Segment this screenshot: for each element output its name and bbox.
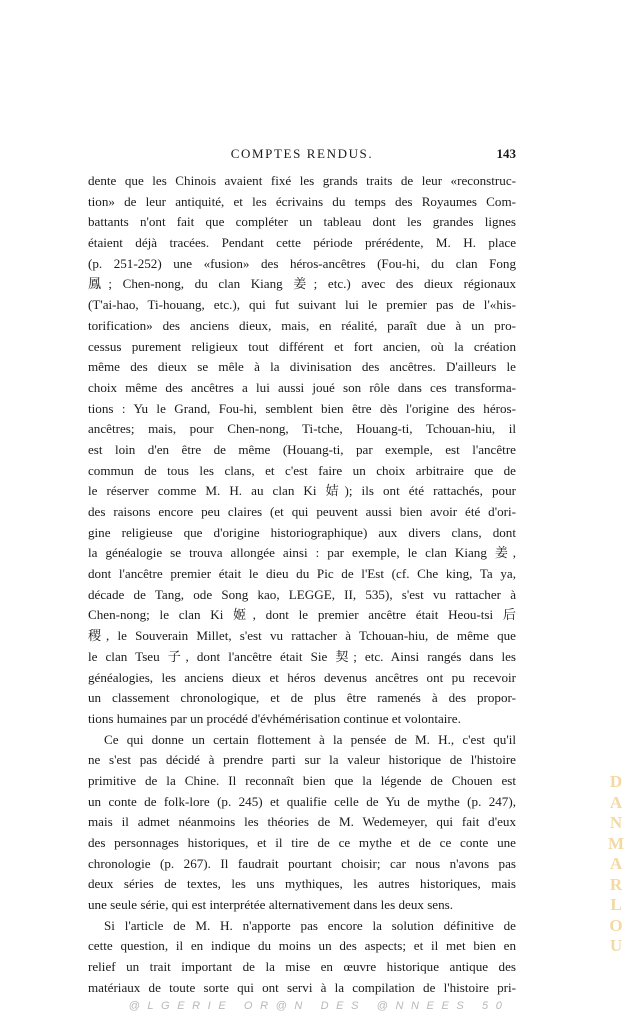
watermark-letter: A bbox=[609, 854, 623, 873]
text-line: un conte de folk-lore (p. 245) et qualifie celle de Yu de mythe (p. 247), bbox=[88, 793, 516, 809]
watermark-letter: N bbox=[609, 813, 623, 832]
watermark-letter: D bbox=[609, 772, 623, 791]
text-line: décade de Tang, ode Song kao, LEGGE, II, 535), s'est vu rattacher à bbox=[88, 586, 516, 602]
watermark-letter: L bbox=[610, 895, 622, 914]
text-line: mais il admet néanmoins les théories de M. Wedemeyer, qui fait d'eux bbox=[88, 814, 516, 830]
running-header bbox=[88, 146, 516, 164]
text-line: ne s'est pas décidé à prendre parti sur la valeur historique de l'histoire bbox=[88, 752, 516, 768]
text-line: étaient déjà tracées. Pendant cette période prérédente, M. H. place bbox=[88, 235, 516, 251]
text-line: dente que les Chinois avaient fixé les grands traits de leur «reconstruc- bbox=[88, 173, 516, 188]
text-line: est loin d'en être de même (Houang-ti, par exemple, est l'ancêtre bbox=[88, 441, 516, 457]
page-number: 143 bbox=[496, 146, 516, 161]
text-line: 鳳; Chen-nong, du clan Kiang 姜; etc.) avec des dieux régionaux bbox=[88, 276, 516, 292]
text-line: chronologie (p. 267). Il faudrait pourtant choisir; car nous n'avons pas bbox=[88, 855, 516, 871]
text-line: gine religieuse que d'origine historiographique) aux divers clans, dont bbox=[88, 524, 516, 540]
text-line: deux séries de textes, les uns mythiques, les autres historiques, mais bbox=[88, 876, 516, 892]
text-line: cessus purement religieux tout différent et fort ancien, où la création bbox=[88, 338, 516, 354]
text-line: choix même des ancêtres a lui aussi joué son rôle dans ces transforma- bbox=[88, 379, 516, 395]
text-line: tions : Yu le Grand, Fou-hi, semblent bien être dès l'origine des héros- bbox=[88, 400, 516, 416]
text-line: (p. 251-252) une «fusion» des héros-ancêtres (Fou-hi, du clan Fong bbox=[88, 255, 516, 271]
text-line: 稷, le Souverain Millet, s'est vu rattacher à Tchouan-hiu, de même que bbox=[88, 628, 516, 644]
vertical-watermark bbox=[603, 772, 629, 957]
bottom-watermark: @LGERIE OR@N DES @NNEES 50 bbox=[128, 1000, 510, 1012]
text-line: relief un trait important de la mise en œuvre historique antique des bbox=[88, 959, 516, 975]
text-line: tion» de leur antiquité, et les écrivains du temps des Royaumes Com- bbox=[88, 193, 516, 209]
text-line: dont l'ancêtre premier était le dieu du Pic de l'Est (cf. Che king, Ta ya, bbox=[88, 566, 516, 582]
text-line: la généalogie se trouva allongée ainsi : par exemple, le clan Kiang 姜, bbox=[88, 545, 516, 561]
text-line: cette question, il en indique du moins un des aspects; et il met bien en bbox=[88, 938, 516, 954]
text-line: torification» des anciens dieux, mais, en réalité, paraît due à un pro- bbox=[88, 317, 516, 333]
body-text bbox=[88, 171, 516, 999]
text-line: généalogies, les anciens dieux et héros devenus ancêtres ont pu recevoir bbox=[88, 669, 516, 685]
text-line: Ce qui donne un certain flottement à la pensée de M. H., c'est qu'il bbox=[104, 731, 516, 747]
text-line: des personnages historiques, et il tire de ce mythe et de ce conte une bbox=[88, 835, 516, 850]
text-line: le réserver comme M. H. au clan Ki 姞); ils ont été rattachés, pour bbox=[88, 483, 516, 499]
watermark-letter: U bbox=[609, 936, 623, 955]
text-line: (T'ai-hao, Ti-houang, etc.), qui fut suivant lui le premier pas de l'«his- bbox=[88, 297, 516, 313]
text-line: même des dieux se mêle à la divinisation des ancêtres. D'ailleurs le bbox=[88, 359, 516, 375]
text-line: Chen-nong; le clan Ki 姬, dont le premier ancêtre était Heou-tsi 后 bbox=[88, 607, 516, 623]
text-line: ancêtres; mais, pour Chen-nong, Ti-tche, Houang-ti, Tchouan-hiu, il bbox=[88, 421, 516, 437]
watermark-letter: R bbox=[609, 874, 623, 894]
text-line: des raisons encore peu claires (et qui peuvent aussi bien avoir été d'ori- bbox=[88, 504, 516, 519]
watermark-letter: O bbox=[609, 915, 623, 935]
text-line: battants n'ont fait que compléter un tableau dont les grandes lignes bbox=[88, 214, 516, 230]
text-line: commun de tous les clans, et c'est faire un choix arbitraire que de bbox=[88, 462, 516, 478]
text-line: primitive de la Chine. Il reconnaît bien que la légende de Chouen est bbox=[88, 772, 516, 788]
watermark-letter: A bbox=[609, 792, 623, 812]
text-line: Si l'article de M. H. n'apporte pas encore la solution définitive de bbox=[104, 917, 516, 933]
text-line: tions humaines par un procédé d'évhémérisation continue et volontaire. bbox=[88, 710, 461, 726]
text-line: matériaux de toute sorte qui ont servi à la compilation de l'histoire pri- bbox=[88, 979, 516, 995]
text-line: un classement chronologique, et de plus être ramenés à des propor- bbox=[88, 690, 516, 706]
watermark-letter: M bbox=[607, 833, 625, 853]
running-title: COMPTES RENDUS. bbox=[230, 146, 374, 161]
text-line: une seule série, qui est interprétée alternativement dans les deux sens. bbox=[88, 897, 454, 913]
text-line: le clan Tseu 子, dont l'ancêtre était Sie 契; etc. Ainsi rangés dans les bbox=[88, 648, 516, 664]
